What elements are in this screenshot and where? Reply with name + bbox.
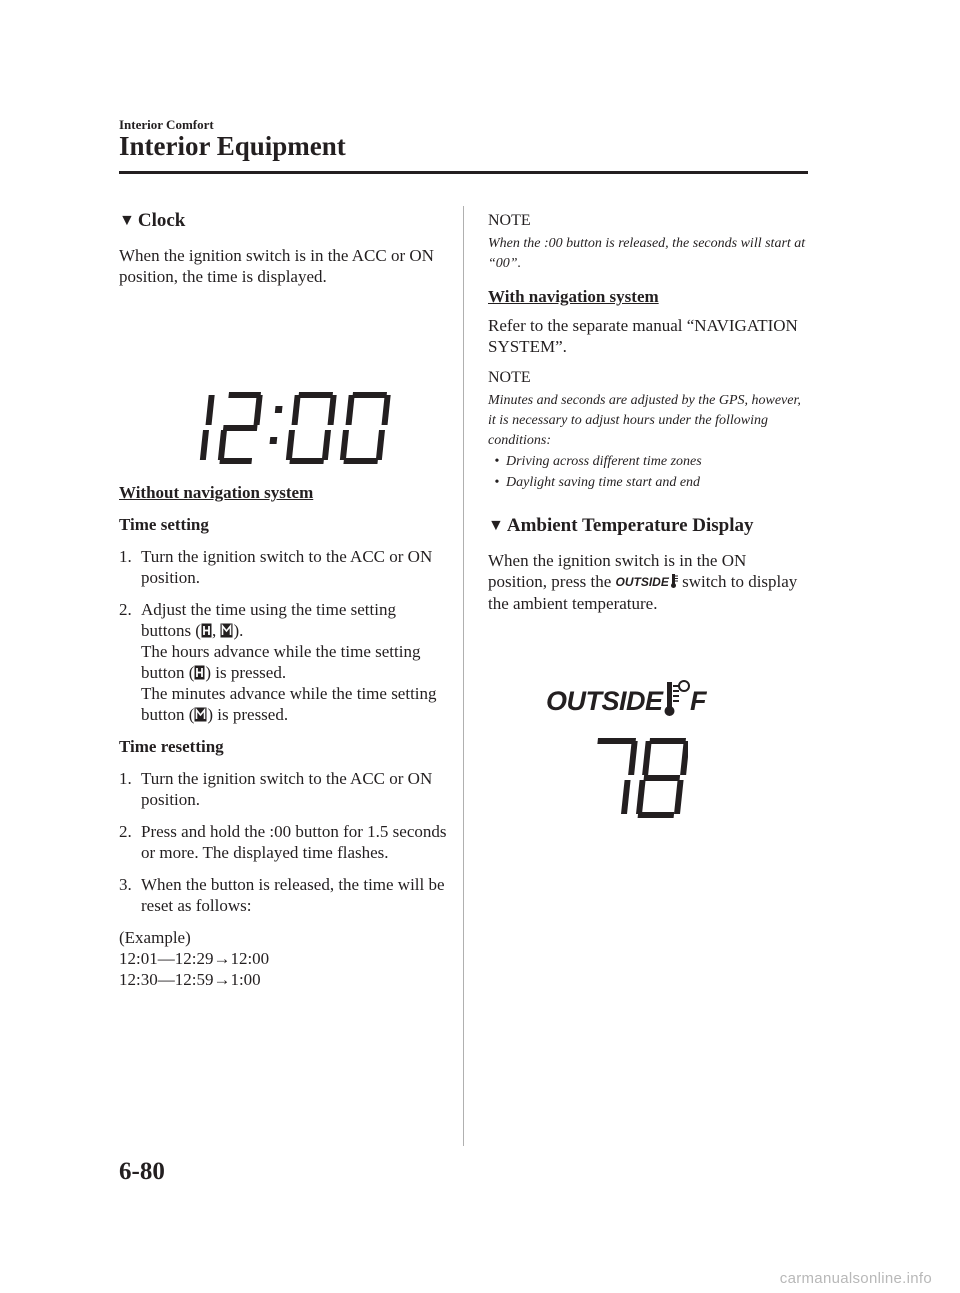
step2-sep: , — [211, 621, 221, 640]
step-number: 1. — [119, 769, 132, 788]
step2-text-c: The hours advance while the time setting button ( — [141, 642, 421, 682]
time-resetting-heading: Time resetting — [119, 737, 224, 756]
without-nav-heading: Without navigation system — [119, 483, 314, 502]
outside-label: OUTSIDE — [546, 686, 663, 716]
thermometer-icon — [669, 574, 678, 588]
clock-display-figure — [195, 392, 395, 464]
column-divider — [463, 206, 464, 1146]
note-label: NOTE — [488, 369, 531, 386]
triangle-icon: ▼ — [488, 517, 504, 534]
with-nav-text: Refer to the separate manual “NAVIGATION SYSTEM”. — [488, 316, 798, 356]
minute-button-icon — [220, 623, 233, 638]
step-text — [141, 599, 449, 725]
step2-text-e: The minutes advance while the time setting button ( — [141, 684, 437, 724]
bullet-dot: • — [494, 454, 500, 469]
outside-switch-icon — [616, 572, 678, 593]
clock-intro: When the ignition switch is in the ACC or ON position, the time is displayed. — [119, 246, 434, 286]
with-nav-heading: With navigation system — [488, 287, 659, 306]
temperature-unit: F — [690, 686, 707, 716]
setting-step-1 — [119, 546, 449, 588]
right-column — [488, 210, 808, 614]
step2-text-b: ). — [233, 621, 244, 640]
triangle-icon: ▼ — [119, 212, 135, 229]
outside-switch-label: OUTSIDE — [615, 575, 669, 589]
clock-heading — [119, 210, 449, 231]
intro-text-b: switch to display the ambient temperature. — [488, 572, 798, 613]
bullet-text: Driving across different time zones — [506, 454, 702, 469]
bullet-dot: • — [494, 475, 500, 490]
note-text: Minutes and seconds are adjusted by the GPS, however, it is necessary to adjust hours under the following conditions: — [488, 393, 801, 448]
step-number: 2. — [119, 600, 132, 619]
example-label: (Example) — [119, 928, 191, 947]
step2-text-a: Adjust the time using the time setting buttons ( — [141, 600, 396, 640]
step-number: 2. — [119, 822, 132, 841]
setting-step-2 — [119, 599, 449, 725]
note-bullet — [488, 451, 808, 472]
example-line: 12:30―12:59→1:00 — [119, 970, 261, 989]
temperature-digits — [592, 738, 688, 818]
step-text: Turn the ignition switch to the ACC or ON position. — [141, 547, 433, 587]
hour-button-icon — [194, 665, 205, 680]
note-bullet — [488, 472, 808, 493]
title-rule — [119, 171, 808, 174]
example-line: 12:01―12:29→12:00 — [119, 949, 270, 968]
clock-heading-text: Clock — [137, 210, 186, 231]
step-text: When the button is released, the time will be reset as follows: — [141, 875, 445, 915]
left-column — [119, 210, 449, 990]
step2-text-d: ) is pressed. — [205, 663, 287, 682]
degree-icon — [678, 680, 690, 692]
temperature-display-figure — [540, 678, 730, 820]
minute-button-icon — [194, 707, 207, 722]
watermark: carmanualsonline.info — [779, 1270, 932, 1287]
bullet-text: Daylight saving time start and end — [506, 475, 701, 490]
step-text: Press and hold the :00 button for 1.5 seconds or more. The displayed time flashes. — [141, 822, 447, 862]
hour-button-icon — [201, 623, 212, 638]
step2-text-f: ) is pressed. — [207, 705, 289, 724]
time-setting-heading: Time setting — [119, 515, 209, 534]
step-text: Turn the ignition switch to the ACC or ON position. — [141, 769, 433, 809]
step-number: 1. — [119, 547, 132, 566]
chapter-title: Interior Equipment — [119, 131, 346, 161]
intro-text-a: When the ignition switch is in the ON position, press the — [488, 551, 747, 591]
ambient-temp-intro — [488, 550, 808, 614]
ambient-temp-heading-text: Ambient Temperature Display — [506, 515, 754, 536]
reset-step-3 — [119, 874, 449, 916]
ambient-temp-heading — [488, 515, 808, 536]
note-label: NOTE — [488, 212, 531, 229]
note-text: When the :00 button is released, the seconds will start at “00”. — [488, 236, 806, 271]
reset-step-2 — [119, 821, 449, 863]
step-number: 3. — [119, 875, 132, 894]
reset-step-1 — [119, 768, 449, 810]
section-label: Interior Comfort — [119, 117, 214, 132]
page-number: 6-80 — [119, 1158, 165, 1185]
